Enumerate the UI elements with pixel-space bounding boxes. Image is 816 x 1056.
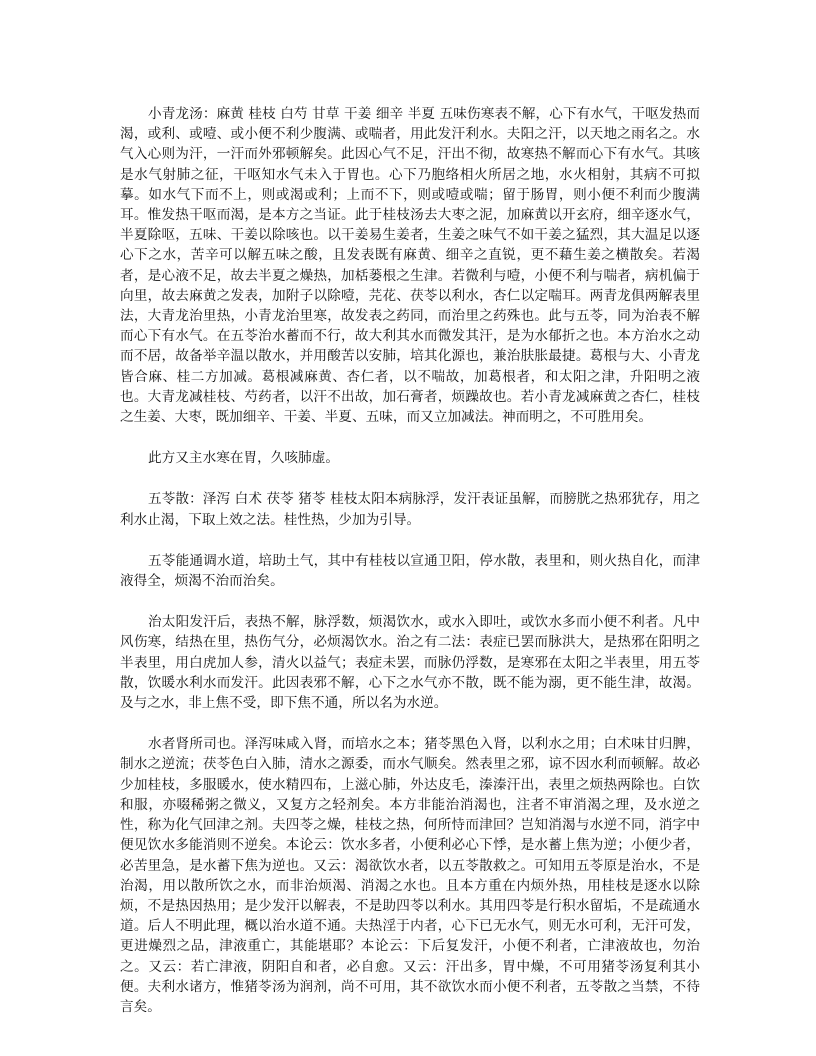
paragraph-wuling-san: 五苓散：泽泻 白术 茯苓 猪苓 桂枝太阳本病脉浮，发汗表证虽解，而膀胱之热邪犹存，用之利水止渴，下取上效之法。桂性热，少加为引导。 xyxy=(120,491,700,528)
paragraph-taiyang-indications: 治太阳发汗后，表热不解，脉浮数，烦渴饮水，或水入即吐，或饮水多而小便不利者。凡中风伤寒，结热在里，热伤气分，必烦渴饮水。治之有二法：表症已罢而脉洪大，是热邪在阳明之半表里，用白虎加人参，清火以益气；表症未罢，而脉仍浮数，是寒邪在太阳之半表里，用五苓散，饮暖水利水而发汗。此因表邪不解，心下之水气亦不散，既不能为溺，更不能生津，故渴。及与之水，非上焦不受，即下焦不通，所以名为水逆。 xyxy=(120,614,700,712)
paragraph-also-treats: 此方又主水寒在胃，久咳肺虚。 xyxy=(148,450,340,467)
paragraph-water-kidney: 水者肾所司也。泽泻味咸入肾，而培水之本；猪苓黑色入肾，以利水之用；白术味甘归脾，制水之逆流；茯苓色白入肺，清水之源委，而水气顺矣。然表里之邪，谅不因水利而顿解。故必少加桂枝，多服暖水，使水精四布，上滋心肺，外达皮毛，溱溱汗出，表里之烦热两除也。白饮和服，亦啜稀粥之微义，又复方之轻剂矣。本方非能治消渴也，注者不审消渴之理，及水逆之性，称为化气回津之剂。夫四苓之燥，桂枝之热，何所恃而津回？岂知消渴与水逆不同，消字中便见饮水多能消则不逆矣。本论云：饮水多者，小便利必心下悸，是水蓄上焦为逆；小便少者，必苦里急，是水蓄下焦为逆也。又云：渴欲饮水者，以五苓散救之。可知用五苓原是治水，不是治渴，用以散所饮之水，而非治烦渴、消渴之水也。且本方重在内烦外热，用桂枝是逐水以除烦，不是热因热用；是少发汗以解表，不是助四苓以利水。其用四苓是行积水留垢，不是疏通水道。后人不明此理，概以治水道不通。夫热淫于内者，心下已无水气，则无水可利，无汗可发，更进燥烈之品，津液重亡，其能堪耶？本论云：下后复发汗，小便不利者，亡津液故也，勿治之。又云：若亡津液，阴阳自和者，必自愈。又云：汗出多，胃中燥，不可用猪苓汤复利其小便。夫利水诸方，惟猪苓汤为润剂，尚不可用，其不欲饮水而小便不利者，五苓散之当禁，不待言矣。 xyxy=(120,736,700,1015)
paragraph-xiaoqinglong-tang: 小青龙汤：麻黄 桂枝 白芍 甘草 干姜 细辛 半夏 五味伤寒表不解，心下有水气，干呕发热而渴，或利、或噎、或小便不利少腹满、或喘者，用此发汗利水。夫阳之汗，以天地之雨名之。水气入心则为汗，一汗而外邪顿解矣。此因心气不足，汗出不彻，故寒热不解而心下有水气。其咳是水气射肺之征，干呕知水气未入于胃也。心下乃胞络相火所居之地，水火相射，其病不可拟摹。如水气下而不上，则或渴或利；上而不下，则或噎或喘；留于肠胃，则小便不利而少腹满耳。惟发热干呕而渴，是本方之当证。此于桂枝汤去大枣之泥，加麻黄以开玄府，细辛逐水气，半夏除呕，五味、干姜以除咳也。以干姜易生姜者，生姜之味气不如干姜之猛烈，其大温足以逐心下之水，苦辛可以解五味之酸，且发表既有麻黄、细辛之直锐，更不藉生姜之横散矣。若渴者，是心液不足，故去半夏之燥热，加栝蒌根之生津。若微利与噎，小便不利与喘者，病机偏于向里，故去麻黄之发表，加附子以除噎，芫花、茯苓以利水，杏仁以定喘耳。两青龙俱两解表里法，大青龙治里热，小青龙治里寒，故发表之药同，而治里之药殊也。此与五苓，同为治表不解而心下有水气。在五苓治水蓄而不行，故大利其水而微发其汗，是为水郁折之也。本方治水之动而不居，故备举辛温以散水，并用酸苦以安肺，培其化源也，兼治肤胀最捷。葛根与大、小青龙皆合麻、桂二方加减。葛根减麻黄、杏仁者，以不喘故，加葛根者，和太阳之津，升阳明之液也。大青龙减桂枝、芍药者，以汗不出故，加石膏者，烦躁故也。若小青龙减麻黄之杏仁，桂枝之生姜、大枣，既加细辛、干姜、半夏、五味，而又立加减法。神而明之，不可胜用矣。 xyxy=(120,106,700,426)
paragraph-wuling-function: 五苓能通调水道，培助土气，其中有桂枝以宣通卫阳，停水散，表里和，则火热自化，而津液得全，烦渴不治而治矣。 xyxy=(120,552,700,590)
document-page xyxy=(120,104,700,1017)
